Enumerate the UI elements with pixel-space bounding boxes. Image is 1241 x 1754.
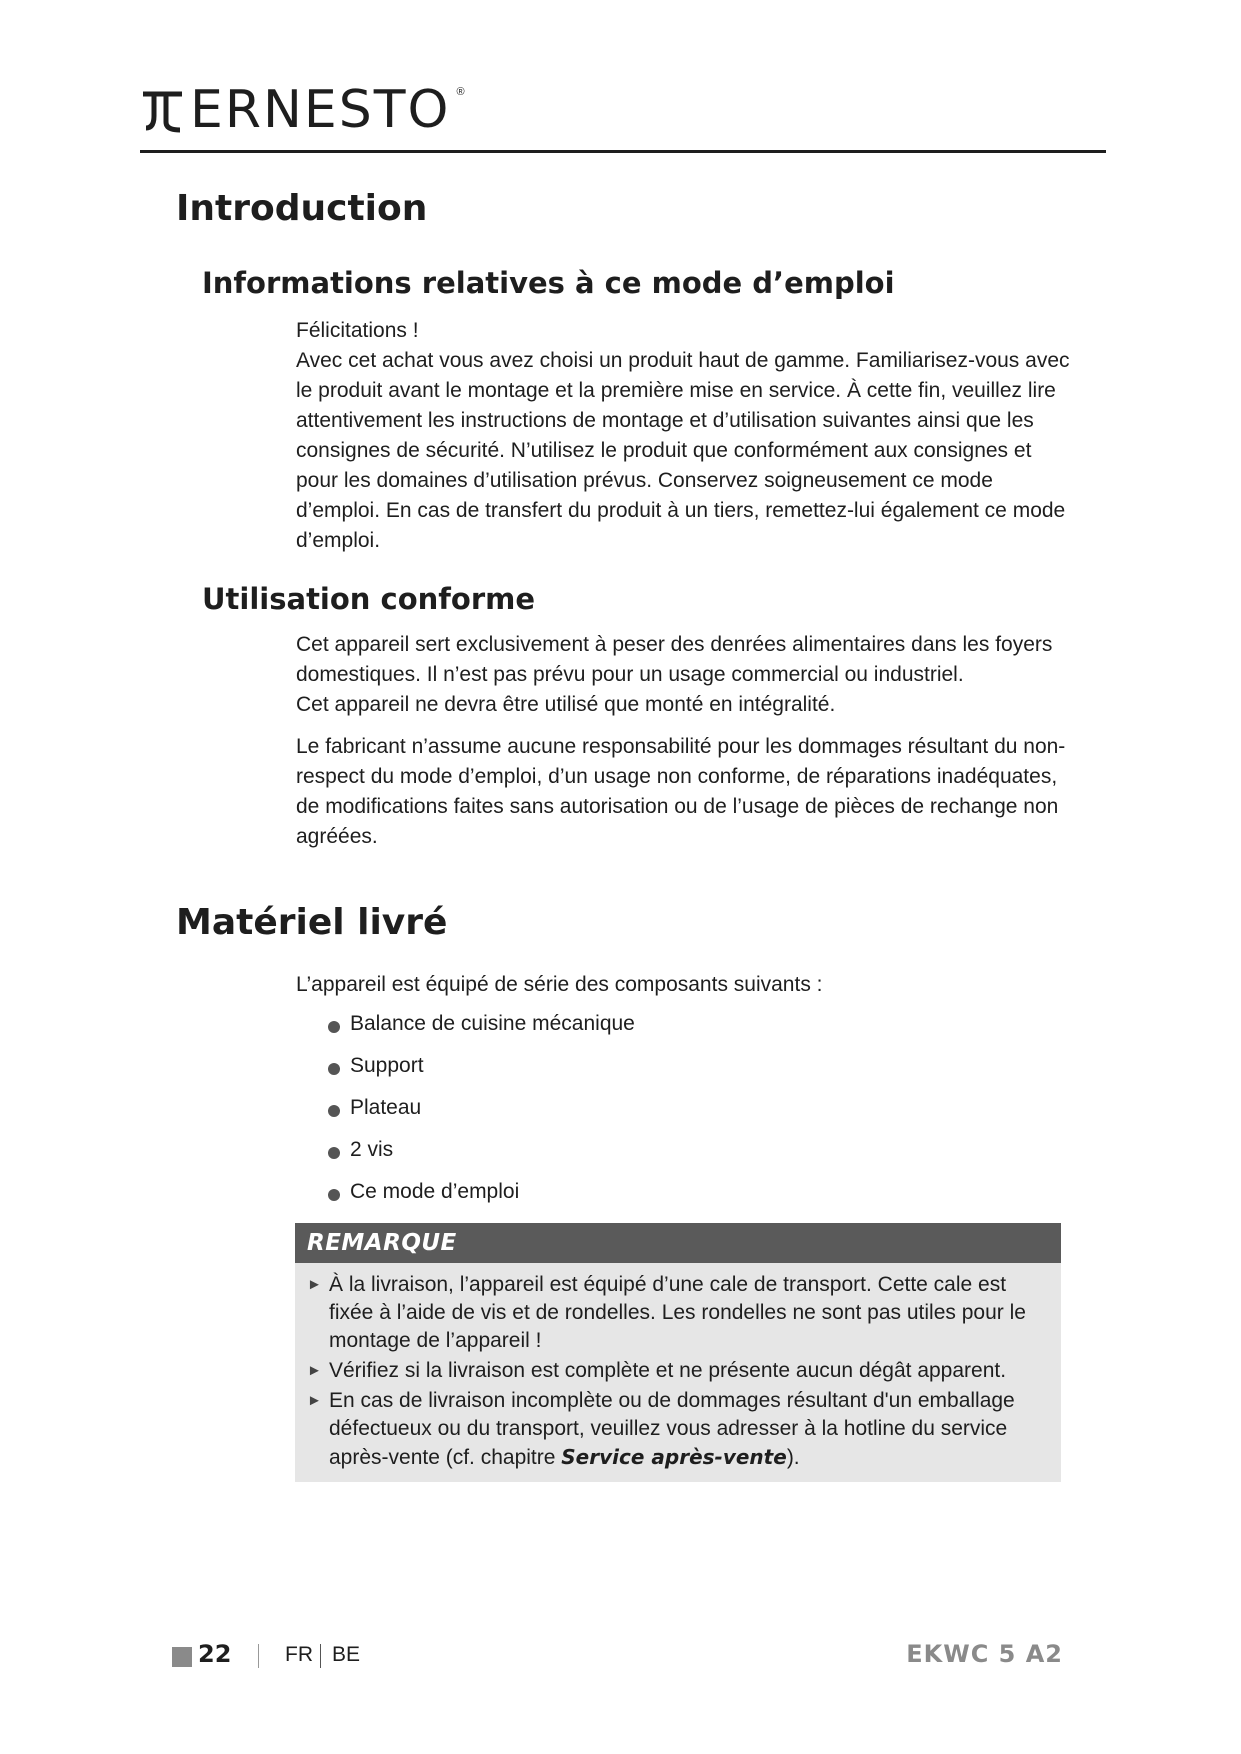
note-item: ► À la livraison, l’appareil est équipé d’une cale de transport. Cette cale est fixée à l’aide de vis et de rondelles. Les rondelles ne sont pas utiles pour le montage de l’appareil ! [307,1273,1026,1352]
subheading-use: Utilisation conforme [202,582,536,616]
list-item: Plateau [326,1096,635,1138]
bullet-icon [328,1189,340,1201]
note-box [295,1223,1061,1482]
page-footer [0,1640,1241,1674]
greeting-text: Félicitations ! [296,319,419,342]
bullet-icon [328,1021,340,1033]
ernesto-logo-icon [140,86,186,134]
square-icon [172,1647,192,1667]
list-item: Balance de cuisine mécanique [326,1012,635,1054]
info-paragraph: Avec cet achat vous avez choisi un produit haut de gamme. Familiarisez-vous avec le produit avant le montage et la première mise en service. À cette fin, veuillez lire attentivement les instructions de montage et d’utilisation suivantes ainsi que les consignes de sécurité. N’utilisez le produit que conformément aux consignes et pour les domaines d’utilisation prévus. Conservez soigneusement ce mode d’emploi. En cas de transfert du produit à un tiers, remettez-lui également ce mode d’emploi. [296,349,1070,552]
use-paragraph-3: Le fabricant n’assume aucune responsabilité pour les dommages résultant du non-respect du mode d’emploi, d’un usage non conforme, de réparations inadéquates, de modifications faites sans autorisation ou de l’usage de pièces de rechange non agréées. [296,735,1066,848]
arrow-right-icon: ► [307,1362,322,1379]
page-number: 22 [198,1640,232,1668]
arrow-right-icon: ► [307,1276,322,1293]
chapter-reference: Service après-vente [561,1445,787,1469]
note-label: REMARQUE [295,1223,1061,1263]
language-code: BE [332,1643,361,1666]
note-item: ► Vérifiez si la livraison est complète et ne présente aucun dégât apparent. [329,1357,1049,1385]
section-title-introduction: Introduction [176,188,428,229]
use-paragraph-1: Cet appareil sert exclusivement à peser des denrées alimentaires dans les foyers domestiques. Il n’est pas prévu pour un usage commercial ou industriel. [296,633,1053,686]
footer-divider [258,1644,259,1668]
section-title-delivery: Matériel livré [176,902,448,943]
brand-name: ERNESTO [190,80,451,140]
language-code: FR [285,1643,313,1666]
delivery-lead: L’appareil est équipé de série des composants suivants : [296,973,823,996]
list-item: 2 vis [326,1138,635,1180]
arrow-right-icon: ► [307,1392,322,1409]
bullet-icon [328,1147,340,1159]
bullet-icon [328,1063,340,1075]
list-item: Support [326,1054,635,1096]
brand-logo [140,80,465,140]
list-item: Ce mode d’emploi [326,1180,635,1222]
header-divider [140,150,1106,153]
registered-mark: ® [456,86,465,98]
use-paragraph-2: Cet appareil ne devra être utilisé que monté en intégralité. [296,693,836,716]
bullet-icon [328,1105,340,1117]
model-number: EKWC 5 A2 [906,1640,1063,1668]
note-body [295,1263,1061,1482]
subheading-info: Informations relatives à ce mode d’emploi [202,266,895,300]
delivery-list [326,1012,635,1222]
footer-divider [320,1644,321,1668]
note-item: ► En cas de livraison incomplète ou de dommages résultant d'un emballage défectueux ou du transport, veuillez vous adresser à la hotline du service après-vente (cf. chapitre Service après-vente). [307,1389,1015,1469]
